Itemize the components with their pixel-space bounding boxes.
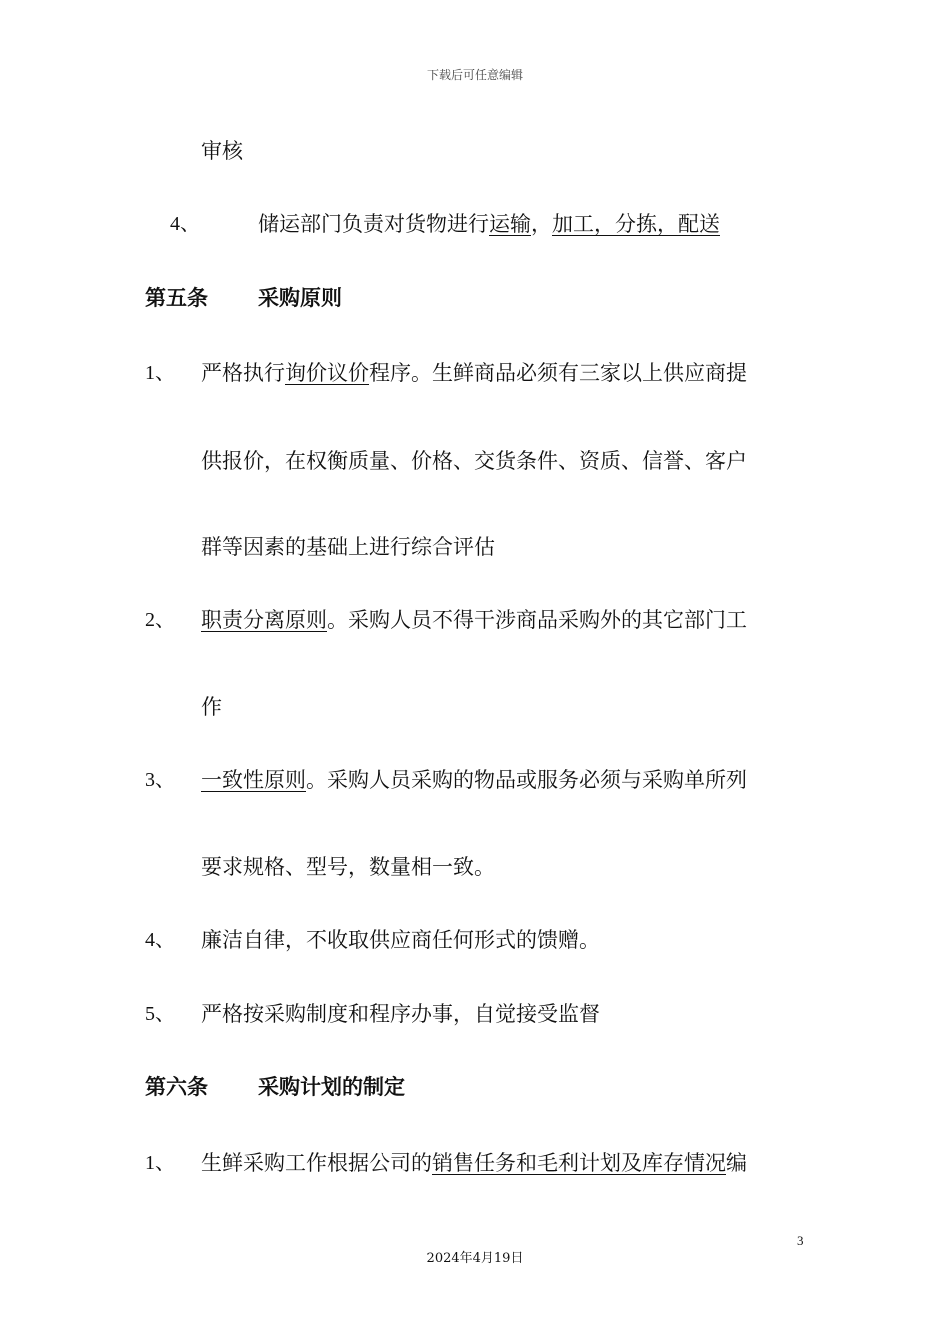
list-item (0, 207, 950, 241)
text-segment: ， (531, 212, 552, 236)
list-number: 4、 (170, 213, 200, 235)
list-item (0, 356, 950, 390)
line-text: 严格按采购制度和程序办事，自觉接受监督 (201, 1002, 600, 1026)
underlined-term: 加工，分拣，配送 (552, 212, 720, 236)
section-title: 采购计划的制定 (258, 1074, 405, 1099)
underlined-term: 询价议价 (285, 361, 369, 385)
line-text (201, 356, 747, 390)
list-item (0, 763, 950, 797)
list-number: 2、 (145, 609, 175, 631)
underlined-term: 职责分离原则 (201, 608, 327, 632)
list-item (0, 603, 950, 637)
text-segment: 储运部门负责对货物进行 (258, 212, 489, 236)
article-label: 第五条 (145, 285, 208, 310)
section-heading (0, 281, 950, 315)
text-segment: 程序。生鲜商品必须有三家以上供应商提 (369, 361, 747, 385)
text-segment: 。采购人员采购的物品或服务必须与采购单所列 (306, 768, 747, 792)
list-number: 3、 (145, 769, 175, 791)
list-number: 1、 (145, 362, 175, 384)
article-label: 第六条 (145, 1074, 208, 1099)
list-number: 4、 (145, 929, 175, 951)
body-line (0, 530, 950, 564)
underlined-term: 运输 (489, 212, 531, 236)
page-header: 下载后可任意编辑 (426, 68, 523, 82)
text-segment: 生鲜采购工作根据公司的 (201, 1151, 432, 1175)
text-segment: 。采购人员不得干涉商品采购外的其它部门工 (327, 608, 747, 632)
underlined-term: 一致性原则 (201, 768, 306, 792)
line-text (258, 207, 720, 241)
underlined-term: 销售任务和毛利计划及库存情况 (432, 1151, 726, 1175)
line-text (201, 1146, 747, 1180)
list-item (0, 923, 950, 957)
body-line (0, 690, 950, 724)
line-text: 群等因素的基础上进行综合评估 (201, 535, 495, 559)
page-footer-date: 2024年4月19日 (426, 1251, 524, 1266)
list-number: 1、 (145, 1152, 175, 1174)
page-number: 3 (797, 1233, 804, 1248)
body-line (0, 850, 950, 884)
list-item (0, 1146, 950, 1180)
line-text (201, 763, 747, 797)
line-text: 要求规格、型号，数量相一致。 (201, 855, 495, 879)
text-segment: 编 (726, 1151, 747, 1175)
list-item (0, 997, 950, 1031)
line-text: 供报价，在权衡质量、价格、交货条件、资质、信誉、客户 (201, 449, 747, 473)
line-text: 作 (201, 695, 222, 719)
line-text: 审核 (201, 139, 243, 163)
text-segment: 严格执行 (201, 361, 285, 385)
list-number: 5、 (145, 1003, 175, 1025)
line-text: 廉洁自律，不收取供应商任何形式的馈赠。 (201, 928, 600, 952)
line-text (201, 603, 747, 637)
section-title: 采购原则 (258, 285, 342, 310)
section-heading (0, 1070, 950, 1104)
body-line (0, 134, 950, 168)
body-line (0, 444, 950, 478)
